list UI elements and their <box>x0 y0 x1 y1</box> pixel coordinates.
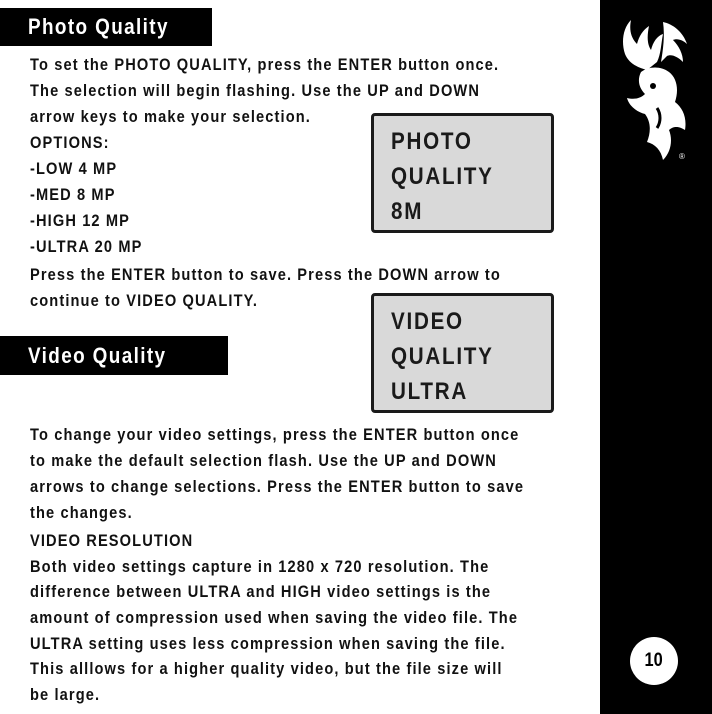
option-low: -LOW 4 MP <box>30 159 118 178</box>
display-line: 8M <box>391 198 424 225</box>
buckmark-logo-icon <box>617 14 693 166</box>
text-line: Both video settings capture in 1280 x 720 resolution. The <box>30 556 490 576</box>
display-line: VIDEO <box>391 308 464 335</box>
option-ultra: -ULTRA 20 MP <box>30 237 143 256</box>
registered-mark: ® <box>679 152 685 161</box>
text-line: Press the ENTER button to save. Press the DOWN arrow to <box>30 265 501 284</box>
text-line: be large. <box>30 685 101 705</box>
text-line: continue to VIDEO QUALITY. <box>30 291 259 310</box>
display-text <box>391 304 494 409</box>
video-resolution-section <box>30 528 518 708</box>
video-quality-heading-text: Video Quality <box>28 343 167 368</box>
display-text <box>391 124 494 229</box>
text-line: amount of compression used when saving the video file. The <box>30 608 519 628</box>
text-line: the changes. <box>30 503 133 522</box>
text-line: to make the default selection flash. Use the UP and DOWN <box>30 451 497 470</box>
text-line: This alllows for a higher quality video, but the file size will <box>30 659 503 679</box>
display-line: QUALITY <box>391 343 494 370</box>
page-number-badge <box>630 637 678 685</box>
display-line: PHOTO <box>391 128 473 155</box>
text-line: difference between ULTRA and HIGH video settings is the <box>30 582 492 602</box>
text-line: The selection will begin flashing. Use the UP and DOWN <box>30 81 481 100</box>
video-resolution-subheading: VIDEO RESOLUTION <box>30 531 194 550</box>
video-quality-heading <box>0 336 228 375</box>
options-label: OPTIONS: <box>30 133 110 152</box>
text-line: arrow keys to make your selection. <box>30 107 311 126</box>
text-line: arrows to change selections. Press the ENTER button to save <box>30 477 525 496</box>
video-quality-display <box>371 293 554 413</box>
photo-quality-heading-text: Photo Quality <box>28 14 169 39</box>
display-line: ULTRA <box>391 378 469 405</box>
text-line: To change your video settings, press the ENTER button once <box>30 425 520 444</box>
display-line: QUALITY <box>391 163 494 190</box>
option-high: -HIGH 12 MP <box>30 211 131 230</box>
text-line: To set the PHOTO QUALITY, press the ENTER button once. <box>30 55 500 74</box>
option-med: -MED 8 MP <box>30 185 116 204</box>
text-line: ULTRA setting uses less compression when saving the file. <box>30 633 506 653</box>
page-number: 10 <box>644 650 664 671</box>
video-quality-instructions <box>30 422 524 526</box>
photo-quality-display <box>371 113 554 233</box>
photo-quality-heading <box>0 8 212 46</box>
